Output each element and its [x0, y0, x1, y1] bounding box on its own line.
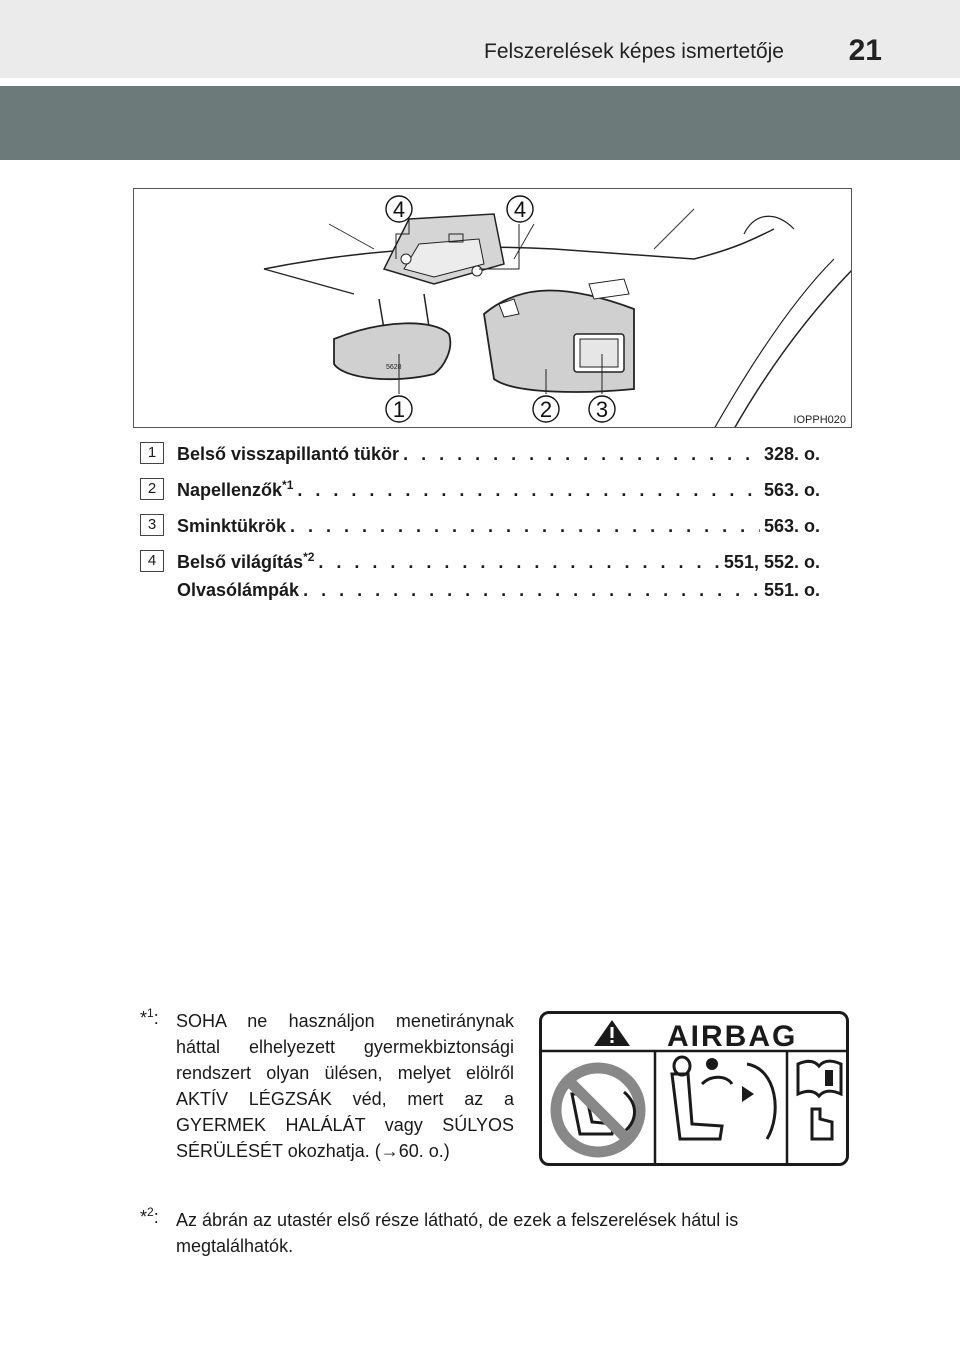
- item-number: 3: [140, 514, 164, 536]
- interior-illustration: [133, 188, 852, 428]
- chapter-band: [0, 86, 960, 160]
- item-label: Sminktükrök: [177, 516, 287, 536]
- footnote-1-text: SOHA ne használjon menetiránynak háttal elhelyezett gyermekbiztonsági rendszert olyan ülésen, melyet elölről AKTÍV LÉGZSÁK véd, mert az a GYERMEK HALÁLÁT vagy SÚLYOS SÉRÜLÉSÉT okozhatja. (→60. o.): [176, 1011, 514, 1161]
- footnote-2-mark: *$^2$:: [140, 1205, 159, 1227]
- dot-leader: [318, 552, 720, 573]
- equipment-list: [140, 440, 820, 614]
- item-label: Napellenzők$^{*1}$: [177, 478, 294, 500]
- list-item: [140, 476, 820, 512]
- item-number: 2: [140, 478, 164, 500]
- page-ref: 563. o.: [763, 516, 820, 536]
- airbag-title: AIRBAG: [667, 1020, 798, 1053]
- read-manual-icon: [798, 1061, 841, 1139]
- callout-3: 3: [595, 397, 609, 422]
- item-label: Olvasólámpák: [177, 580, 300, 600]
- list-item: [140, 512, 820, 548]
- list-item: [140, 440, 820, 476]
- dot-leader: [297, 480, 760, 501]
- callout-4b: 4: [513, 197, 527, 222]
- callout-4a: 4: [392, 197, 406, 222]
- warning-triangle-icon: [594, 1020, 630, 1046]
- dot-leader: [403, 444, 760, 465]
- page-ref: 551. o.: [763, 580, 820, 600]
- item-label: Belső világítás$^{*2}$: [177, 550, 315, 572]
- callout-2: 2: [539, 397, 553, 422]
- page-ref: 551, 552. o.: [723, 552, 820, 572]
- footnote-2-text: Az ábrán az utastér első része látható, de ezek a felszerelések hátul is megtalálhatók.: [176, 1210, 739, 1256]
- section-title: Felszerelések képes ismertetője: [484, 40, 784, 63]
- no-rear-facing-seat-icon: [556, 1068, 640, 1152]
- figure-code: IOPPH020: [793, 414, 846, 426]
- callout-1: 1: [392, 397, 406, 422]
- list-item: [140, 578, 820, 614]
- airbag-warning-label: [539, 1011, 849, 1166]
- page-number: 21: [848, 34, 882, 67]
- item-number: 1: [140, 442, 164, 464]
- page-ref: 563. o.: [763, 480, 820, 500]
- footnote-1-mark: *$^1$:: [140, 1006, 159, 1028]
- item-number: 4: [140, 550, 164, 572]
- page-ref: 328. o.: [763, 444, 820, 464]
- seat-airbag-icon: [672, 1057, 775, 1139]
- item-label: Belső visszapillantó tükör: [177, 444, 400, 464]
- dot-leader: [303, 580, 760, 601]
- header-bar: [0, 0, 960, 78]
- dot-leader: [290, 516, 760, 537]
- mirror-label: 5628: [386, 364, 402, 371]
- list-item: [140, 548, 820, 578]
